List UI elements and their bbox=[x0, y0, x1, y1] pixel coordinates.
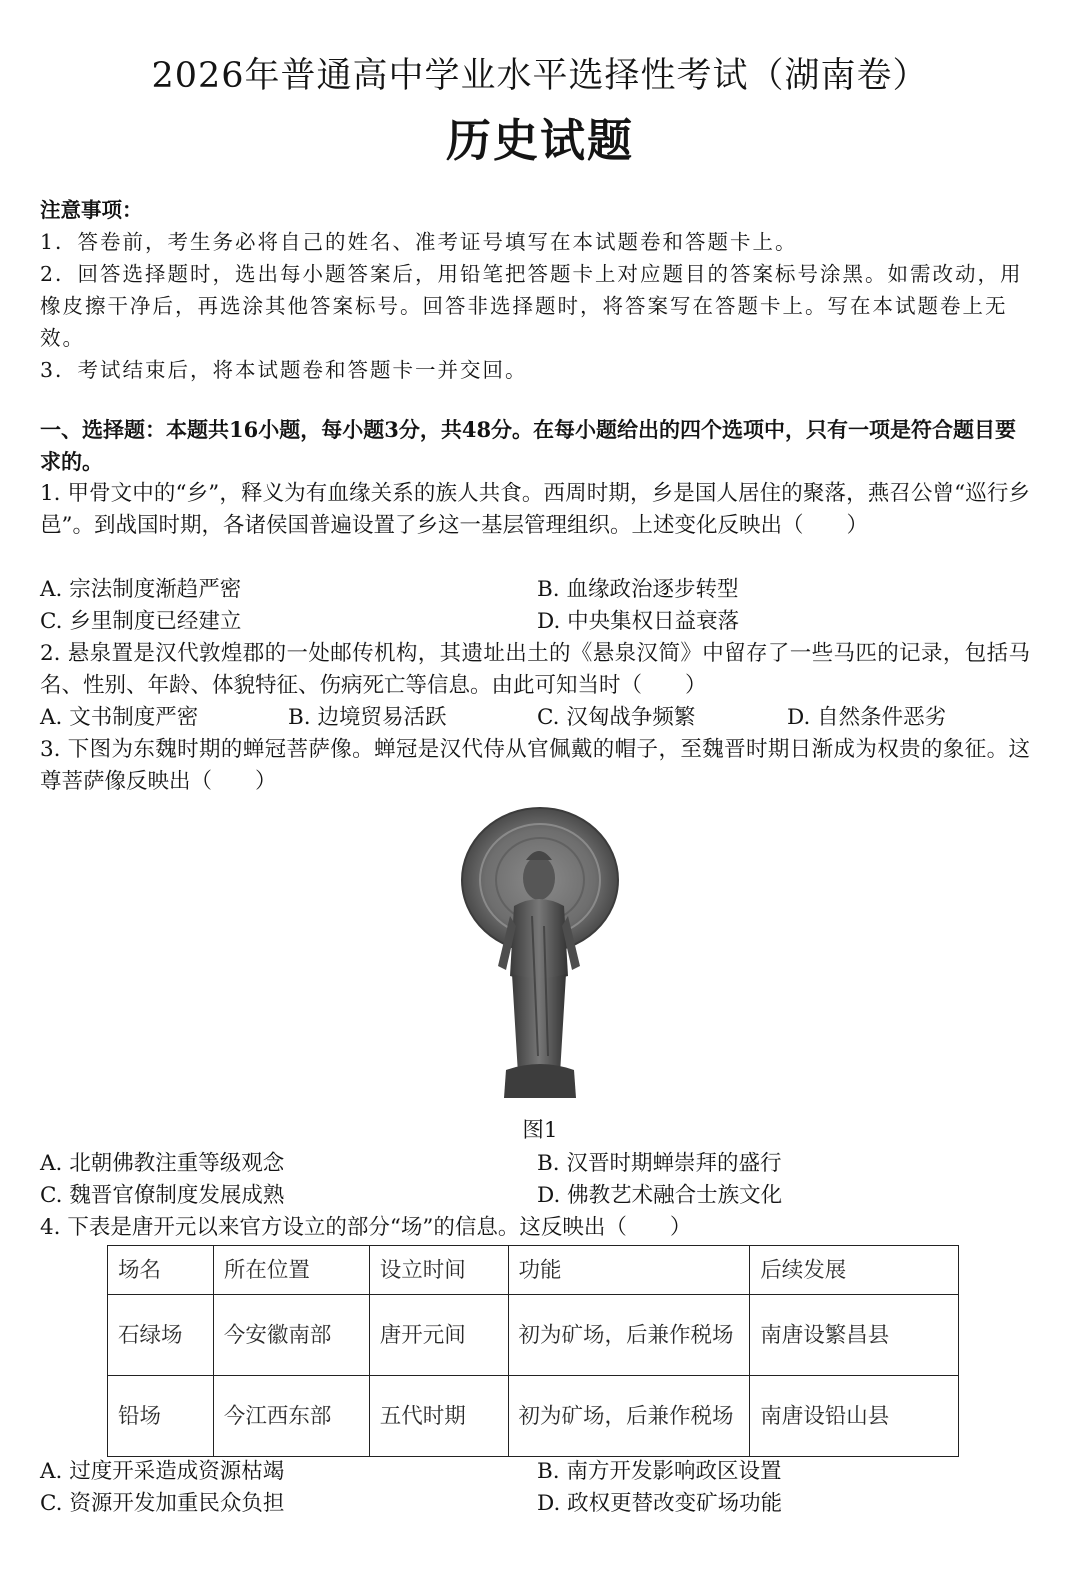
subject-title: 历史试题 bbox=[445, 114, 634, 167]
table-header: 设立时间 bbox=[369, 1246, 508, 1295]
table-cell: 初为矿场，后兼作税场 bbox=[508, 1376, 750, 1457]
table-cell: 唐开元间 bbox=[369, 1295, 508, 1376]
bodhisattva-statue-image bbox=[440, 806, 640, 1104]
table-row bbox=[108, 1376, 959, 1457]
notice-item: 2．回答选择题时，选出每小题答案后，用铅笔把答题卡上对应题目的答案标号涂黑。如需改动，用橡皮擦干净后，再选涂其他答案标号。回答非选择题时，将答案写在答题卡上。写在本试题卷上无效。 bbox=[40, 262, 1023, 350]
table-cell: 今江西东部 bbox=[213, 1376, 369, 1457]
option-d: D. 中央集权日益衰落 bbox=[537, 609, 740, 634]
option-d: D. 政权更替改变矿场功能 bbox=[537, 1491, 783, 1516]
table-cell: 铅场 bbox=[108, 1376, 214, 1457]
option-b: B. 南方开发影响政区设置 bbox=[537, 1459, 782, 1484]
table-row bbox=[108, 1295, 959, 1376]
table-cell: 南唐设铅山县 bbox=[750, 1376, 959, 1457]
notice-item: 3．考试结束后，将本试题卷和答题卡一并交回。 bbox=[40, 358, 528, 382]
option-a: A. 过度开采造成资源枯竭 bbox=[40, 1459, 285, 1484]
option-d: D. 自然条件恶劣 bbox=[787, 705, 947, 730]
question-stem: 1. 甲骨文中的“乡”，释义为有血缘关系的族人共食。西周时期，乡是国人居住的聚落，燕召公曾“巡行乡邑”。到战国时期，各诸侯国普遍设置了乡这一基层管理组织。上述变化反映出（ ） bbox=[40, 481, 1030, 538]
question-stem: 4. 下表是唐开元以来官方设立的部分“场”的信息。这反映出（ ） bbox=[40, 1215, 692, 1240]
section-heading: 一、选择题：本题共16小题，每小题3分，共48分。在每小题给出的四个选项中，只有一项是符合题目要求的。 bbox=[40, 417, 1017, 474]
option-c: C. 资源开发加重民众负担 bbox=[40, 1491, 285, 1516]
option-c: C. 乡里制度已经建立 bbox=[40, 609, 242, 634]
option-d: D. 佛教艺术融合士族文化 bbox=[537, 1183, 783, 1208]
option-a: A. 宗法制度渐趋严密 bbox=[40, 577, 242, 602]
question-stem: 3. 下图为东魏时期的蝉冠菩萨像。蝉冠是汉代侍从官佩戴的帽子，至魏晋时期日渐成为权贵的象征。这尊菩萨像反映出（ ） bbox=[40, 737, 1030, 794]
notice-block bbox=[40, 194, 1030, 386]
question-stem: 2. 悬泉置是汉代敦煌郡的一处邮传机构，其遗址出土的《悬泉汉简》中留存了一些马匹的记录，包括马名、性别、年龄、体貌特征、伤病死亡等信息。由此可知当时（ ） bbox=[40, 641, 1030, 698]
table-header: 所在位置 bbox=[213, 1246, 369, 1295]
option-a: A. 文书制度严密 bbox=[40, 705, 199, 730]
option-a: A. 北朝佛教注重等级观念 bbox=[40, 1151, 285, 1176]
table-cell: 初为矿场，后兼作税场 bbox=[508, 1295, 750, 1376]
table-cell: 五代时期 bbox=[369, 1376, 508, 1457]
option-b: B. 汉晋时期蝉崇拜的盛行 bbox=[537, 1151, 782, 1176]
option-b: B. 边境贸易活跃 bbox=[288, 705, 447, 730]
exam-title: 2026年普通高中学业水平选择性考试（湖南卷） bbox=[151, 56, 929, 96]
table-header: 场名 bbox=[108, 1246, 214, 1295]
option-c: C. 汉匈战争频繁 bbox=[537, 705, 696, 730]
table-cell: 石绿场 bbox=[108, 1295, 214, 1376]
figure-caption: 图1 bbox=[522, 1118, 558, 1143]
table-header: 功能 bbox=[508, 1246, 750, 1295]
table-header: 后续发展 bbox=[750, 1246, 959, 1295]
option-c: C. 魏晋官僚制度发展成熟 bbox=[40, 1183, 285, 1208]
table-header-row bbox=[108, 1246, 959, 1295]
table-cell: 南唐设繁昌县 bbox=[750, 1295, 959, 1376]
notice-item: 1．答卷前，考生务必将自己的姓名、准考证号填写在本试题卷和答题卡上。 bbox=[40, 230, 798, 254]
table-cell: 今安徽南部 bbox=[213, 1295, 369, 1376]
notice-title: 注意事项： bbox=[40, 198, 143, 222]
sites-table bbox=[107, 1245, 959, 1457]
option-b: B. 血缘政治逐步转型 bbox=[537, 577, 739, 602]
